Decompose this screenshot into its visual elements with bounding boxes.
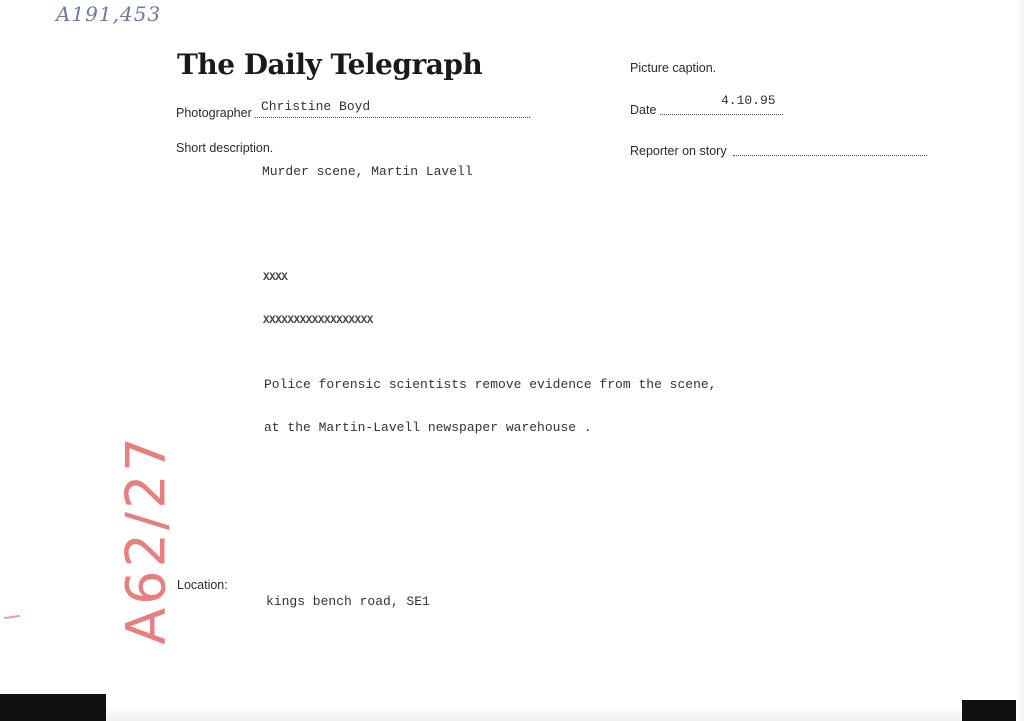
date-value: 4.10.95: [721, 93, 776, 108]
scan-edge-right: [962, 700, 1024, 721]
reporter-label: Reporter on story: [630, 144, 727, 158]
masthead-logo: The Daily Telegraph: [177, 48, 483, 81]
scan-edge-left: [0, 694, 106, 721]
caption-line-1: Police forensic scientists remove evidence from the scene,: [264, 377, 717, 392]
picture-caption-label: Picture caption.: [630, 61, 717, 75]
handwritten-reference: A191,453: [56, 2, 162, 26]
struck-text-2: XXXXXXXXXXXXXXXXXX: [263, 315, 373, 327]
photographer-label: Photographer: [176, 106, 252, 120]
short-description-label: Short description.: [176, 141, 274, 155]
caption-line-2: at the Martin-Lavell newspaper warehouse .: [264, 420, 592, 435]
date-label: Date: [630, 103, 657, 117]
scan-edge-bottom: [106, 706, 962, 721]
photographer-value: Christine Boyd: [261, 99, 371, 114]
red-handwritten-number: A62/27: [114, 434, 178, 645]
reporter-dotted-line: [733, 145, 927, 156]
scan-edge-side: [1016, 0, 1024, 721]
red-pen-mark: [4, 615, 20, 619]
struck-text-1: XXXX: [263, 272, 288, 284]
location-value: kings bench road, SE1: [266, 594, 430, 609]
location-label: Location:: [177, 578, 228, 592]
short-description-value: Murder scene, Martin Lavell: [262, 164, 473, 179]
